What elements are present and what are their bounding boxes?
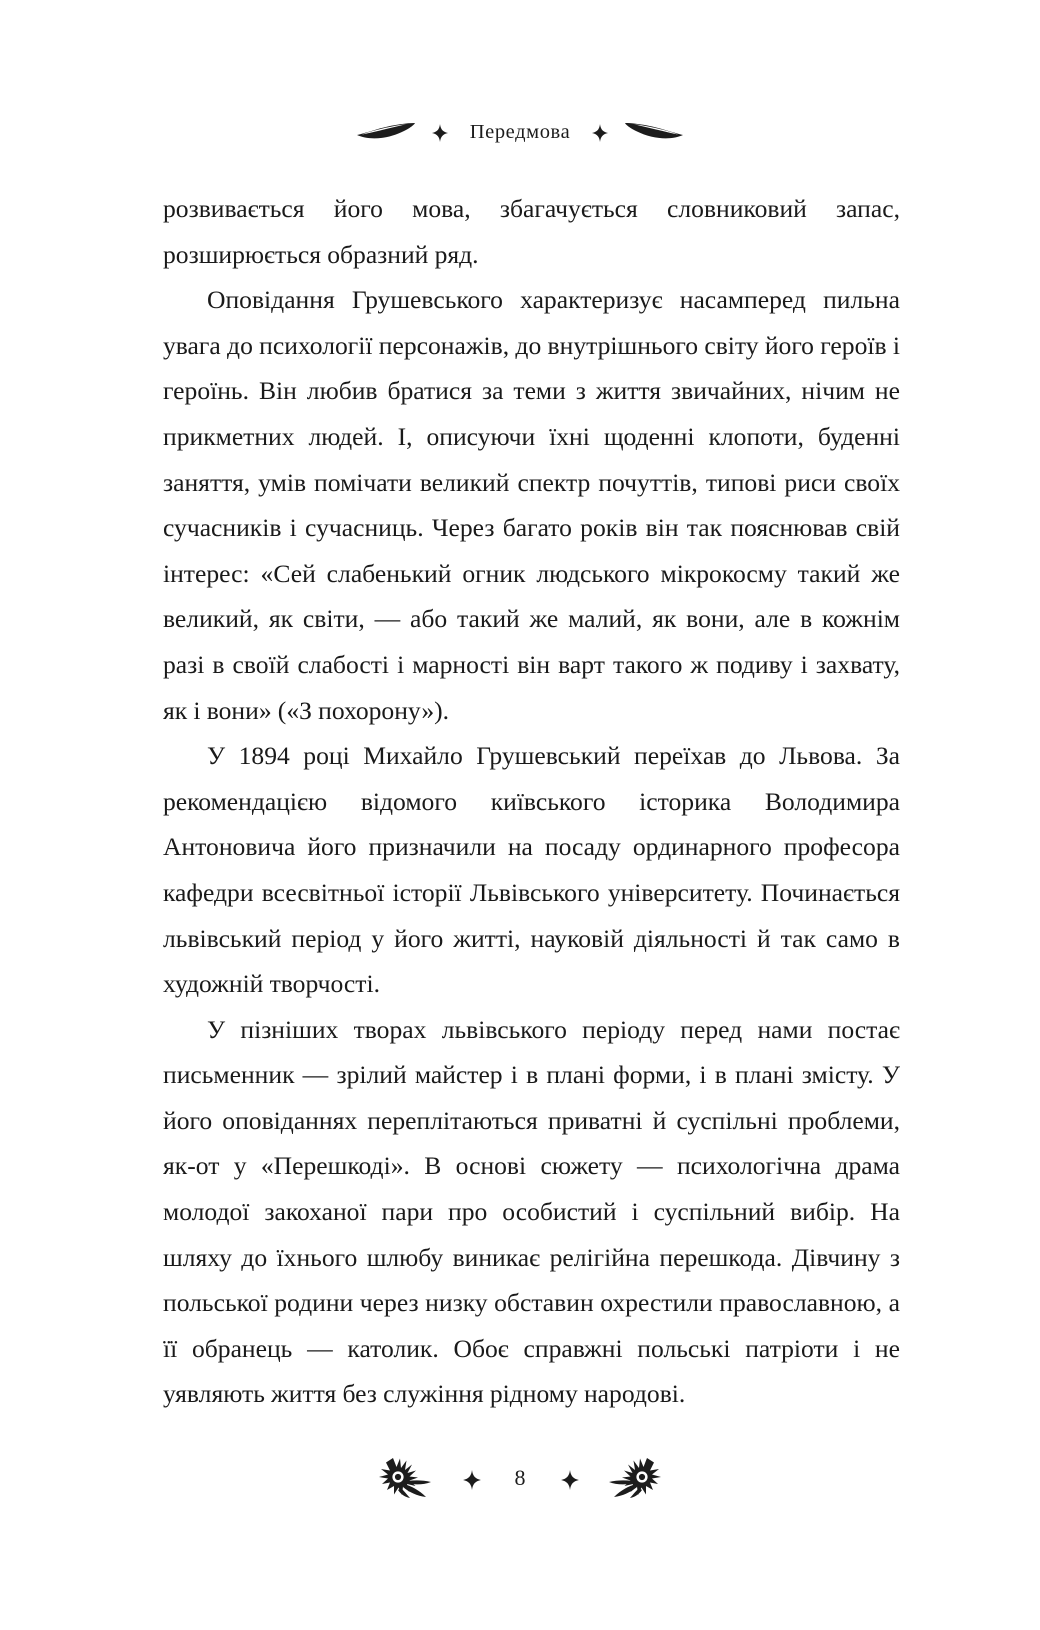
- diamond-star-icon: [463, 1470, 479, 1486]
- body-text: [163, 186, 900, 1417]
- running-head: [0, 112, 1040, 152]
- paragraph: У пізніших творах львівського періоду перед нами постає письменник — зрілий майстер і в плані форми, і в плані змісту. У його оповіданнях переплітаються приватні й суспільні проблеми, як-от у «Перешкоді». В основі сюжету — психологічна драма молодої закоханої пари про особистий і суспільний вибір. На шляху до їхнього шлюбу виникає релігійна перешкода. Дівчину з польської родини через низку обставин охрестили православною, а її обранець — католик. Обоє справжні польські патріоти і не уявляють життя без служіння рідному народові.: [163, 1014, 900, 1409]
- page-number: 8: [514, 1465, 526, 1490]
- leaf-swash-icon: [356, 118, 416, 147]
- flower-ornament-icon: [371, 1454, 433, 1503]
- page-footer: [0, 1448, 1040, 1508]
- diamond-star-icon: [561, 1470, 577, 1486]
- page-title: Передмова: [469, 120, 571, 143]
- diamond-star-icon: [592, 124, 608, 140]
- diamond-star-icon: [432, 124, 448, 140]
- paragraph: У 1894 році Михайло Грушевський переїхав до Львова. За рекомендацією відомого київського історика Володимира Антоновича його призначили на посаду ординарного професора кафедри всесвітньої історії Львівського університету. Починається львівський період у його житті, науковій діяльності й так само в художній творчості.: [163, 741, 900, 999]
- paragraph: Оповідання Грушевського характеризує насамперед пильна увага до психології персонажів, до внутрішнього світу його героїв і героїнь. Він любив братися за теми з життя звичайних, нічим не прикметних людей. І, описуючи їхні щоденні клопоти, буденні заняття, умів помічати великий спектр почуттів, типові риси своїх сучасників і сучасниць. Через багато років він так пояснював свій інтерес: «Сей слабенький огник людського мікрокосму такий же великий, як світи, — або такий же малий, як вони, але в кожнім разі в своїй слабості і марності він варт такого ж подиву і захвату, як і вони» («З похорону»).: [163, 285, 900, 725]
- paragraph: розвивається його мова, збагачується словниковий запас, розширюється образний ряд.: [163, 194, 900, 269]
- flower-ornament-icon: [607, 1454, 669, 1503]
- leaf-swash-icon: [624, 118, 684, 147]
